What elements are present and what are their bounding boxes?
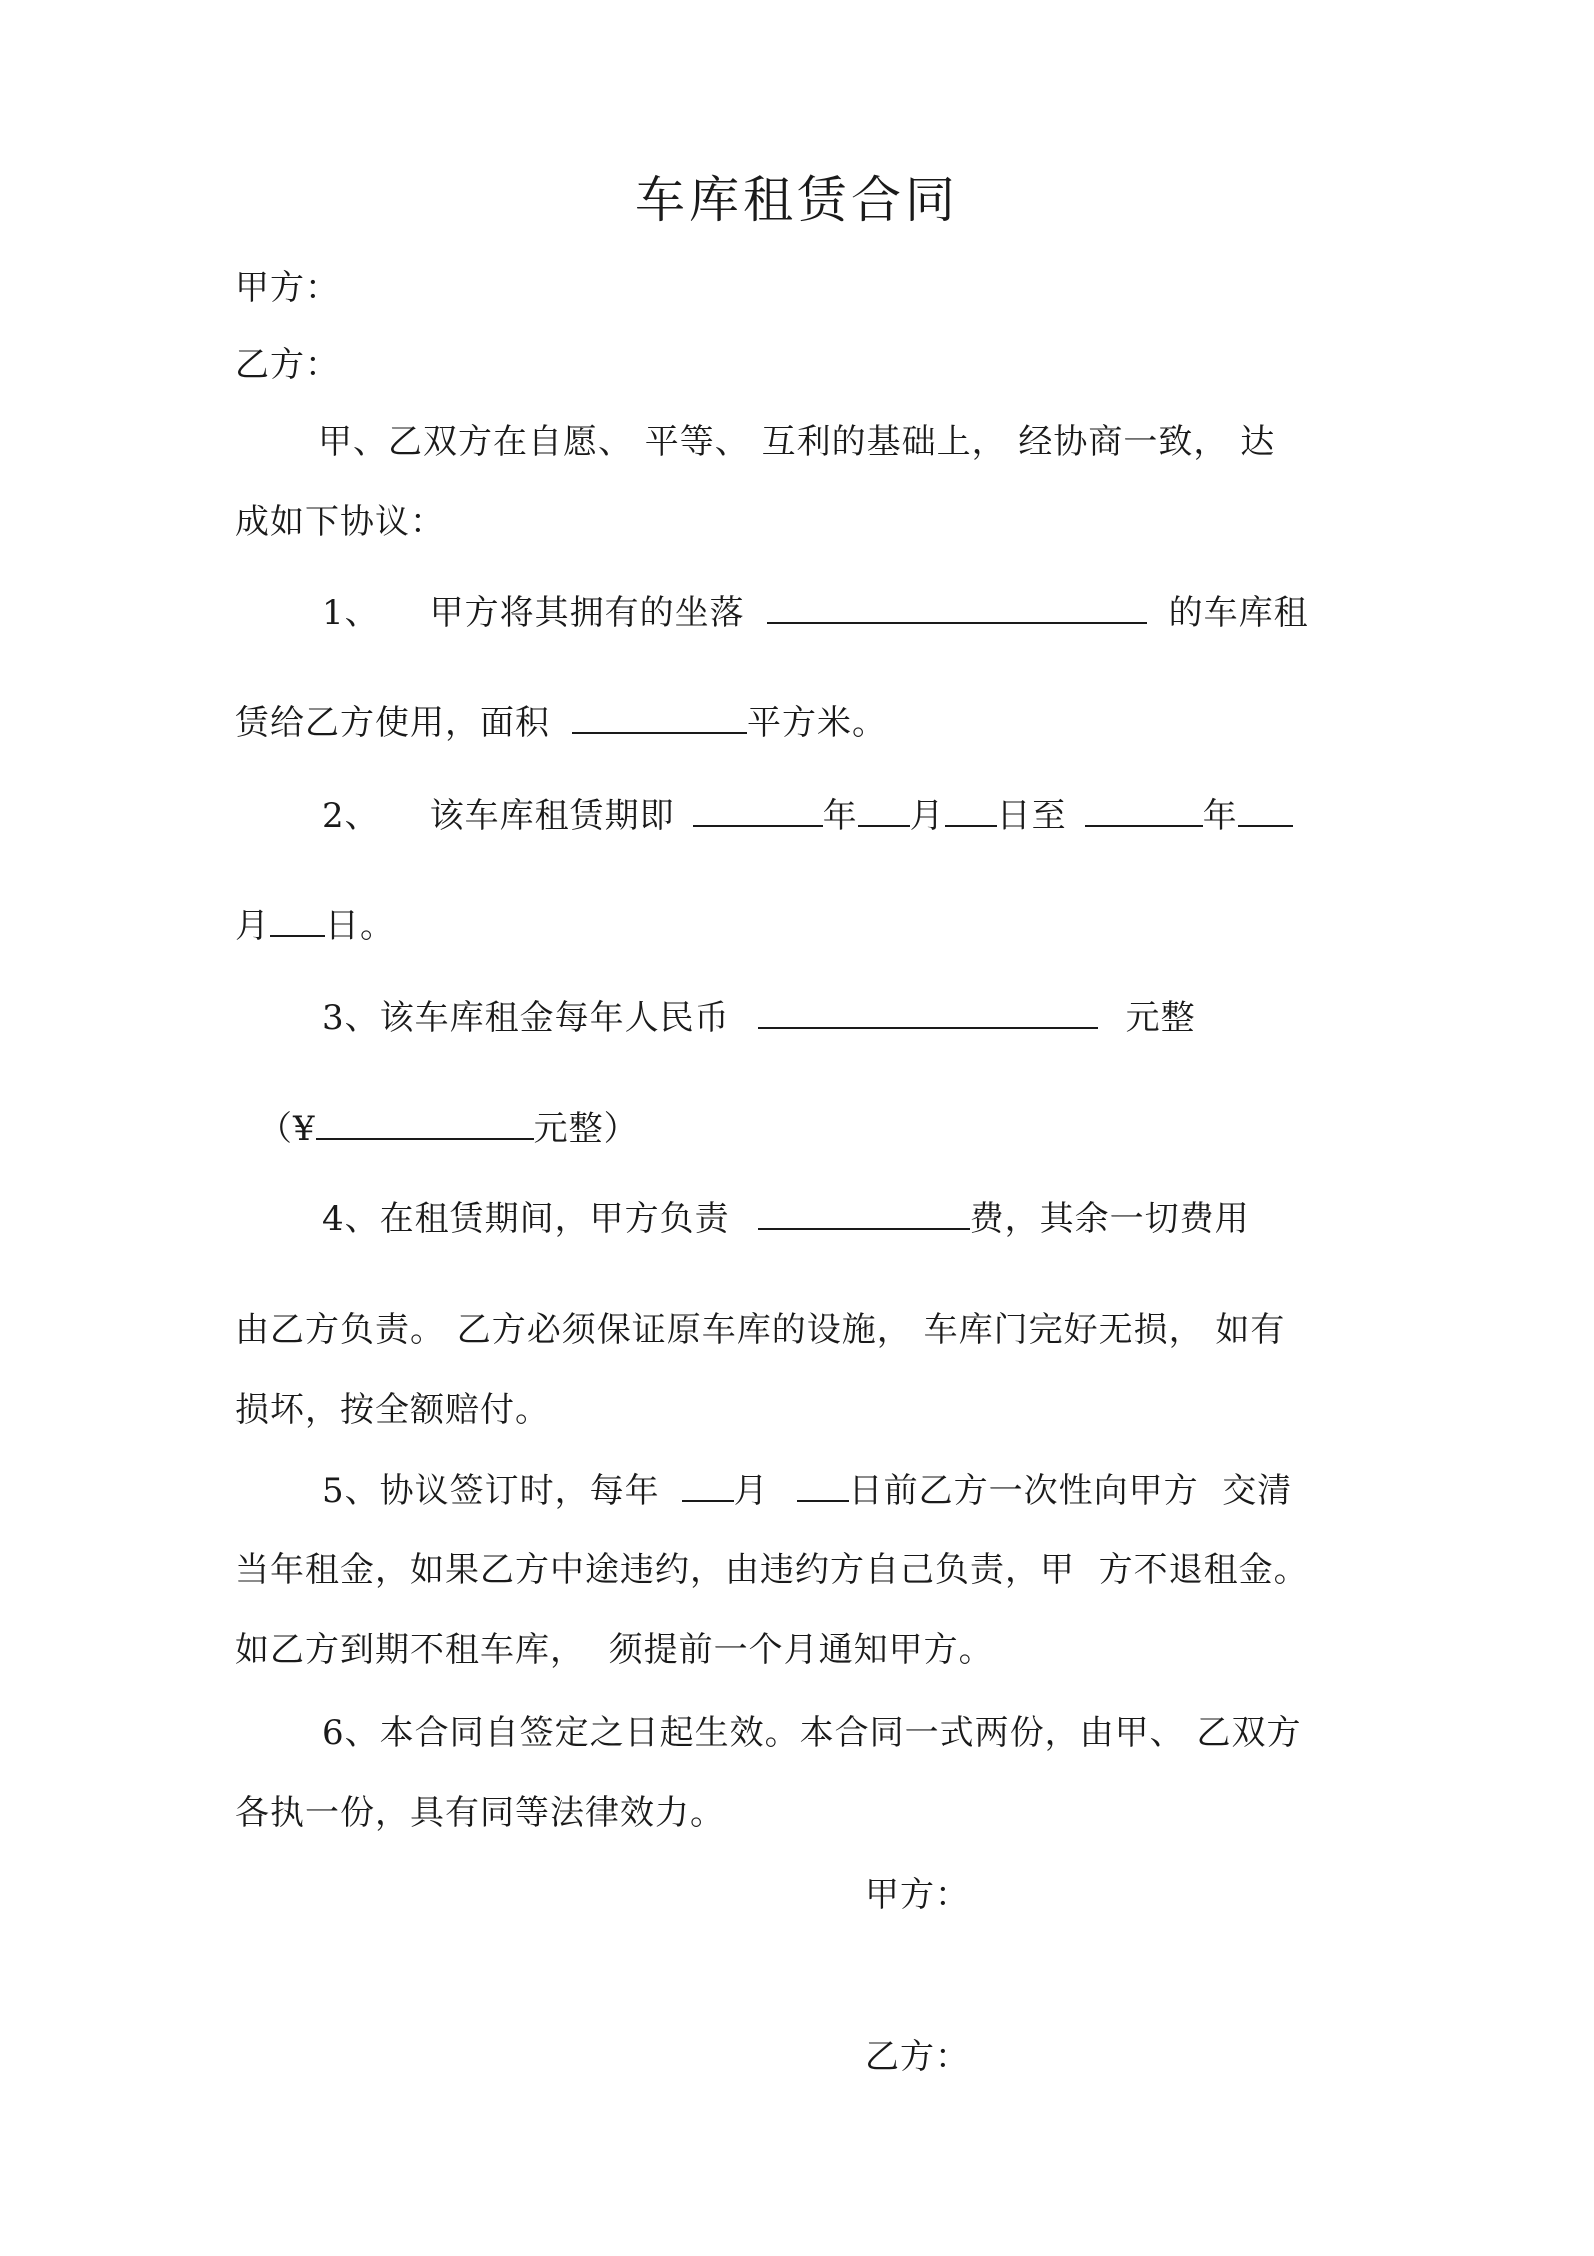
payment-day-blank <box>797 1470 849 1502</box>
intro-line-2: 成如下协议： <box>235 502 445 542</box>
clause-3-line-1 <box>322 997 1196 1038</box>
clause-5-text-b: 日前乙方一次性向甲方 交清 <box>848 1471 1293 1511</box>
end-day-blank <box>270 905 325 937</box>
signature-party-a: 甲方： <box>865 1875 970 1915</box>
location-blank <box>767 592 1147 624</box>
annual-rent-blank <box>758 997 1098 1029</box>
clause-3-line-2 <box>258 1108 639 1149</box>
rent-figure-blank <box>316 1108 534 1140</box>
clause-1-number: 1、 <box>322 593 380 633</box>
party-a-label: 甲方： <box>235 268 340 308</box>
clause-2-month: 月 <box>909 796 945 836</box>
clause-2-end-day: 日。 <box>325 906 395 946</box>
clause-2-text-a: 该车库租赁期即 <box>429 796 675 836</box>
intro-line-1: 甲、乙双方在自愿、 平等、 互利的基础上， 经协商一致， 达 <box>318 422 1276 462</box>
clause-1-line-1 <box>322 592 1309 633</box>
start-month-blank <box>858 795 910 827</box>
clause-1-line-2-a: 赁给乙方使用，面积 <box>235 703 550 743</box>
clause-6-line-2: 各执一份，具有同等法律效力。 <box>235 1793 725 1833</box>
clause-1-text-b: 的车库租 <box>1168 593 1309 633</box>
clause-2-line-1 <box>322 795 1293 836</box>
clause-1-line-2 <box>235 702 887 743</box>
clause-2-line-2 <box>235 905 395 946</box>
clause-3-text-b: 元整 <box>1125 998 1196 1038</box>
clause-2-day-to: 日至 <box>996 796 1067 836</box>
clause-2-number: 2、 <box>322 796 380 836</box>
clause-3-open: （¥ <box>258 1109 316 1149</box>
party-b-label: 乙方： <box>235 345 340 385</box>
clause-1-line-2-b: 平方米。 <box>747 703 887 743</box>
clause-5-line-3: 如乙方到期不租车库， 须提前一个月通知甲方。 <box>235 1630 994 1670</box>
clause-5-text-a: 5、协议签订时，每年 <box>322 1471 660 1511</box>
clause-5-line-2: 当年租金，如果乙方中途违约，由违约方自己负责，甲 方不退租金。 <box>235 1550 1309 1590</box>
clause-5-line-1 <box>322 1470 1292 1511</box>
clause-2-end-month: 月 <box>235 906 270 946</box>
clause-1-text-a: 甲方将其拥有的坐落 <box>429 593 745 633</box>
clause-4-line-1 <box>322 1198 1250 1239</box>
clause-6-line-1: 6、本合同自签定之日起生效。本合同一式两份，由甲、 乙双方 <box>322 1713 1302 1753</box>
clause-4-text-b: 费，其余一切费用 <box>969 1199 1250 1239</box>
clause-2-year: 年 <box>822 796 858 836</box>
clause-4-line-2: 由乙方负责。 乙方必须保证原车库的设施， 车库门完好无损， 如有 <box>235 1310 1286 1350</box>
clause-3-close: 元整） <box>533 1109 639 1149</box>
clause-4-line-3: 损坏，按全额赔付。 <box>235 1390 550 1430</box>
document-title: 车库租赁合同 <box>635 171 959 229</box>
start-day-blank <box>945 795 997 827</box>
start-year-blank <box>693 795 823 827</box>
payment-month-blank <box>682 1470 734 1502</box>
signature-party-b: 乙方： <box>865 2037 970 2077</box>
clause-3-text-a: 3、该车库租金每年人民币 <box>322 998 730 1038</box>
clause-2-end-year: 年 <box>1202 796 1238 836</box>
fee-blank <box>758 1198 970 1230</box>
area-blank <box>572 702 747 734</box>
end-month-blank <box>1238 795 1293 827</box>
end-year-blank <box>1085 795 1203 827</box>
clause-4-text-a: 4、在租赁期间，甲方负责 <box>322 1199 730 1239</box>
clause-5-month: 月 <box>733 1471 769 1511</box>
